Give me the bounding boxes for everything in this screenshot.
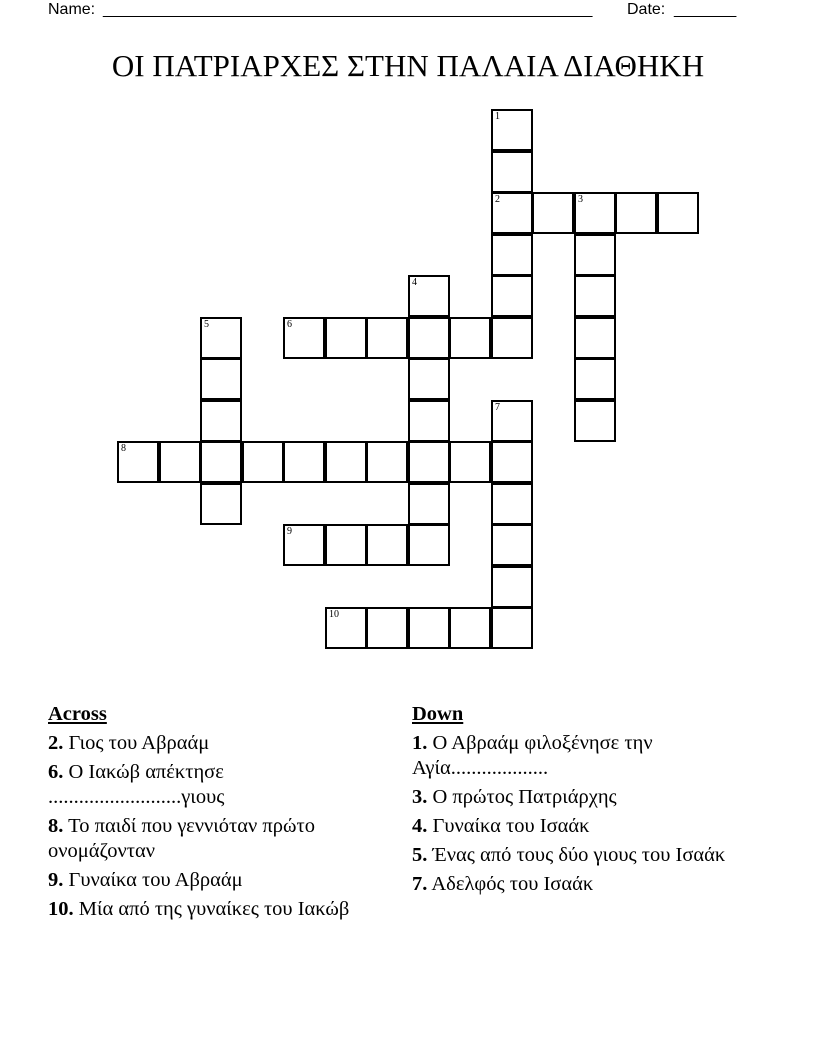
cell-number: 8 — [121, 443, 126, 454]
clue-text: Γυναίκα του Ισαάκ — [427, 815, 590, 837]
crossword-cell[interactable] — [408, 441, 450, 483]
cell-number: 4 — [412, 277, 417, 288]
crossword-cell[interactable] — [283, 524, 325, 566]
crossword-cell[interactable] — [200, 400, 242, 442]
crossword-cell[interactable] — [574, 400, 616, 442]
crossword-cell[interactable] — [408, 317, 450, 359]
clue-text: Γυναίκα του Αβραάμ — [63, 869, 243, 891]
crossword-cell[interactable] — [408, 607, 450, 649]
clue-number: 6. — [48, 761, 64, 783]
crossword-cell[interactable] — [117, 441, 159, 483]
clue-item — [48, 868, 368, 893]
crossword-cell[interactable] — [366, 524, 408, 566]
clue-text: Το παιδί που γεννιόταν πρώτο ονομάζονταν — [48, 815, 315, 862]
date-label: Date: — [627, 1, 666, 18]
crossword-cell[interactable] — [574, 192, 616, 234]
crossword-cell[interactable] — [200, 483, 242, 525]
clue-item — [412, 872, 752, 897]
clue-text: Αδελφός του Ισαάκ — [427, 873, 594, 895]
crossword-cell[interactable] — [491, 441, 533, 483]
clue-item — [48, 731, 368, 756]
crossword-cell[interactable] — [449, 317, 491, 359]
crossword-cell[interactable] — [200, 317, 242, 359]
crossword-cell[interactable] — [283, 317, 325, 359]
cell-number: 10 — [329, 609, 339, 620]
crossword-cell[interactable] — [491, 607, 533, 649]
crossword-cell[interactable] — [491, 483, 533, 525]
clue-item — [412, 814, 752, 839]
clue-text: Ο Αβραάμ φιλοξένησε την Αγία................... — [412, 732, 653, 779]
crossword-cell[interactable] — [200, 441, 242, 483]
crossword-cell[interactable] — [366, 607, 408, 649]
crossword-cell[interactable] — [408, 400, 450, 442]
name-label: Name: — [48, 1, 96, 18]
crossword-cell[interactable] — [491, 109, 533, 151]
clue-number: 3. — [412, 786, 428, 808]
clue-number: 10. — [48, 898, 74, 920]
crossword-cell[interactable] — [532, 192, 574, 234]
name-field-line[interactable]: _______________________________________________________ — [103, 1, 593, 18]
crossword-cell[interactable] — [491, 275, 533, 317]
crossword-cell[interactable] — [325, 607, 367, 649]
crossword-cell[interactable] — [491, 151, 533, 193]
clue-number: 2. — [48, 732, 64, 754]
across-clues — [48, 702, 368, 926]
clue-text: Ένας από τους δύο γιους του Ισαάκ — [427, 844, 726, 866]
clue-text: Γιος του Αβραάμ — [63, 732, 210, 754]
cell-number: 1 — [495, 111, 500, 122]
crossword-cell[interactable] — [366, 317, 408, 359]
crossword-cell[interactable] — [615, 192, 657, 234]
crossword-cell[interactable] — [242, 441, 284, 483]
clue-item — [48, 897, 368, 922]
crossword-cell[interactable] — [574, 317, 616, 359]
crossword-cell[interactable] — [491, 192, 533, 234]
clue-number: 7. — [412, 873, 428, 895]
clue-text: Ο πρώτος Πατριάρχης — [427, 786, 617, 808]
crossword-cell[interactable] — [491, 317, 533, 359]
clue-number: 4. — [412, 815, 428, 837]
cell-number: 6 — [287, 319, 292, 330]
crossword-cell[interactable] — [408, 483, 450, 525]
clue-number: 5. — [412, 844, 428, 866]
crossword-cell[interactable] — [366, 441, 408, 483]
crossword-cell[interactable] — [325, 441, 367, 483]
clue-item — [412, 785, 752, 810]
crossword-cell[interactable] — [325, 317, 367, 359]
down-clue-list — [412, 731, 752, 897]
across-clue-list — [48, 731, 368, 922]
crossword-cell[interactable] — [657, 192, 699, 234]
crossword-cell[interactable] — [491, 566, 533, 608]
clue-item — [412, 843, 752, 868]
clue-item — [48, 814, 368, 864]
crossword-cell[interactable] — [408, 358, 450, 400]
clue-number: 1. — [412, 732, 428, 754]
crossword-cell[interactable] — [574, 234, 616, 276]
across-heading: Across — [48, 703, 107, 725]
crossword-cell[interactable] — [574, 275, 616, 317]
clue-number: 9. — [48, 869, 64, 891]
crossword-cell[interactable] — [491, 524, 533, 566]
cell-number: 2 — [495, 194, 500, 205]
clue-number: 8. — [48, 815, 64, 837]
clue-item — [412, 731, 752, 781]
crossword-cell[interactable] — [408, 275, 450, 317]
cell-number: 9 — [287, 526, 292, 537]
cell-number: 7 — [495, 402, 500, 413]
crossword-cell[interactable] — [491, 400, 533, 442]
crossword-cell[interactable] — [159, 441, 201, 483]
cell-number: 5 — [204, 319, 209, 330]
crossword-cell[interactable] — [283, 441, 325, 483]
crossword-cell[interactable] — [574, 358, 616, 400]
crossword-cell[interactable] — [491, 234, 533, 276]
crossword-cell[interactable] — [408, 524, 450, 566]
clue-text: Μία από της γυναίκες του Ιακώβ — [73, 898, 350, 920]
crossword-cell[interactable] — [325, 524, 367, 566]
crossword-cell[interactable] — [449, 441, 491, 483]
clue-text: Ο Ιακώβ απέκτησε ..........................γιους — [48, 761, 225, 808]
crossword-cell[interactable] — [200, 358, 242, 400]
clue-item — [48, 760, 368, 810]
date-field-line[interactable]: _______ — [674, 1, 737, 18]
down-heading: Down — [412, 703, 464, 725]
down-clues — [412, 702, 752, 901]
page-title: ΟΙ ΠΑΤΡΙΑΡΧΕΣ ΣΤΗΝ ΠΑΛΑΙΑ ΔΙΑΘΗΚΗ — [111, 48, 705, 83]
crossword-cell[interactable] — [449, 607, 491, 649]
cell-number: 3 — [578, 194, 583, 205]
